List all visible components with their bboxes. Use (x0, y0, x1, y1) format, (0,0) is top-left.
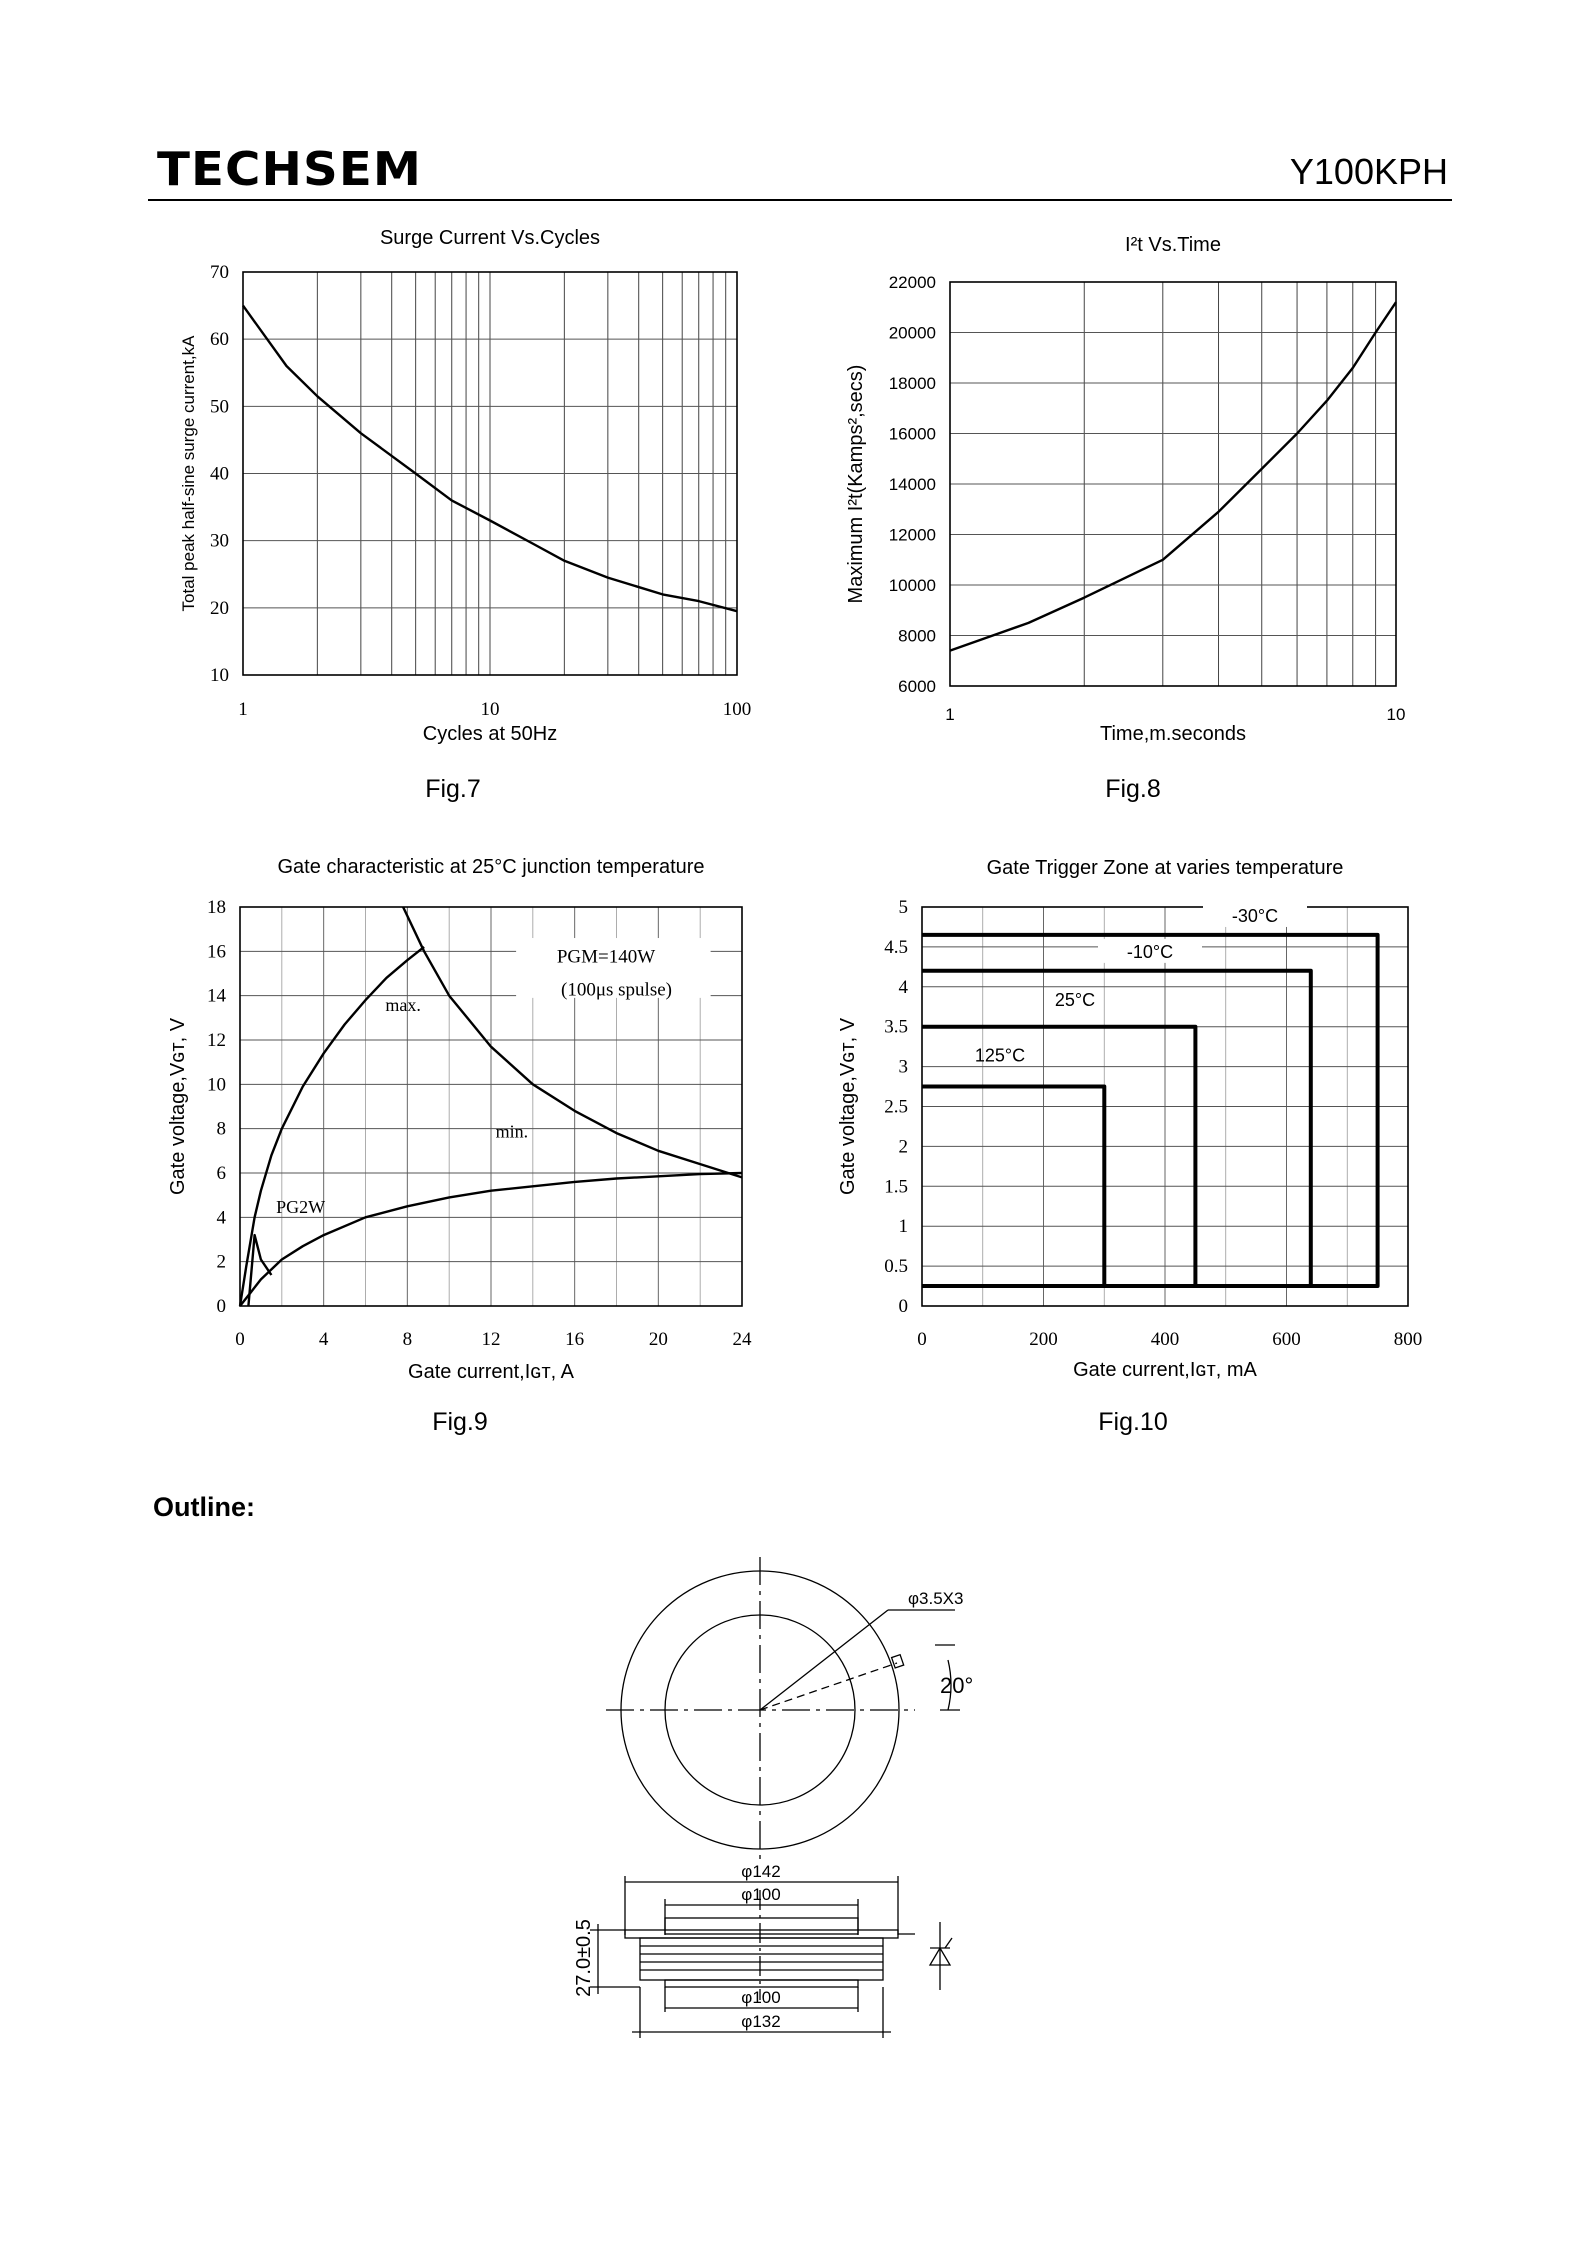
leader-line (760, 1610, 888, 1710)
fig9-xtick-label: 12 (481, 1329, 501, 1350)
fig8-ytick-label: 16000 (888, 424, 936, 444)
fig10-ytick-label: 1.5 (884, 1176, 908, 1198)
fig7-xlabel: Cycles at 50Hz (422, 723, 558, 745)
fig8-ytick-label: 22000 (888, 273, 936, 292)
fig7-ytick-label: 60 (210, 329, 229, 351)
fig9-annotation: max. (385, 995, 421, 1016)
fig9-ytick-label: 2 (216, 1251, 226, 1273)
fig9-ytick-label: 6 (216, 1163, 226, 1184)
fig8-title: I²t Vs.Time (1125, 234, 1221, 256)
fig8-ytick-label: 10000 (888, 576, 936, 595)
fig7-title: Surge Current Vs.Cycles (379, 227, 601, 249)
fig9-annotation: PG2W (276, 1196, 326, 1217)
fig8-ylabel: Maximum I²t(Kamps²,secs) (845, 364, 867, 604)
ceramic-housing (640, 1938, 883, 1980)
d100-bottom-label: φ100 (741, 1988, 781, 2007)
fig7-ytick-label: 20 (210, 597, 229, 619)
fig9-ytick-label: 12 (207, 1030, 226, 1051)
fig8-xlabel: Time,m.seconds (1100, 723, 1246, 745)
fig10-series-label: -10°C (1126, 941, 1174, 962)
angle-line (760, 1663, 897, 1710)
fig7-ylabel: Total peak half-sine surge current,kA (179, 335, 198, 612)
fig10-xlabel: Gate current,Iɢᴛ, mA (1073, 1359, 1257, 1381)
bottom-pole-face (665, 1980, 858, 1987)
fig7-xtick-label: 10 (480, 699, 500, 720)
fig9-xtick-label: 4 (318, 1329, 329, 1350)
fig10-caption: Fig.10 (1098, 1408, 1168, 1436)
fig10-series-label: -30°C (1231, 905, 1279, 926)
fig9-annotation: PGM=140W (556, 946, 656, 968)
fig8-xtick-label: 10 (1386, 705, 1406, 724)
fig7-caption: Fig.7 (425, 775, 481, 803)
fig10-xtick-label: 200 (1029, 1329, 1058, 1350)
top-pole-face (665, 1918, 858, 1934)
fig7-ytick-label: 40 (210, 463, 229, 485)
fig7-xtick-label: 100 (722, 699, 752, 720)
fig10-ytick-label: 0 (898, 1296, 908, 1317)
fig9-ytick-label: 8 (216, 1118, 226, 1140)
fig8-xtick-label: 1 (945, 705, 955, 724)
fig9-ytick-label: 18 (207, 897, 226, 918)
fig8-ytick-label: 14000 (888, 475, 936, 494)
fig10-xtick-label: 800 (1393, 1329, 1423, 1350)
d100-top-label: φ100 (741, 1885, 781, 1904)
fig8-ytick-label: 20000 (888, 323, 936, 343)
fig8-ytick-label: 6000 (898, 677, 936, 696)
fig10-series-line-2 (922, 971, 1311, 1286)
fig9-title: Gate characteristic at 25°C junction temperature (277, 856, 705, 878)
fig9-xlabel: Gate current,Iɢᴛ, A (408, 1361, 574, 1383)
fig10-title: Gate Trigger Zone at varies temperature (986, 857, 1344, 879)
fig8-ytick-label: 12000 (888, 525, 936, 545)
fig7-ytick-label: 30 (210, 530, 229, 552)
fig10-xtick-label: 400 (1150, 1329, 1180, 1350)
angle-label: 20° (940, 1673, 974, 1698)
fig9-xtick-label: 16 (565, 1329, 585, 1350)
fig8-series-line-1 (950, 302, 1396, 650)
fig10-series-line-3 (922, 1027, 1195, 1286)
fig10-ytick-label: 4 (898, 976, 908, 998)
hole-label: φ3.5X3 (908, 1589, 964, 1608)
fig9-xtick-label: 8 (402, 1329, 413, 1350)
fig10-ytick-label: 3.5 (884, 1016, 908, 1038)
fig10-series-label: 25°C (1054, 989, 1096, 1010)
fig9-ytick-label: 14 (207, 985, 226, 1007)
fig10-series-label: 125°C (974, 1045, 1026, 1066)
fig10-ytick-label: 2 (898, 1136, 908, 1158)
fig10-ylabel: Gate voltage,Vɢᴛ, V (837, 1017, 859, 1196)
fig10-xtick-label: 600 (1272, 1329, 1301, 1350)
fig9-series-line-4 (248, 1235, 271, 1306)
angle-arc (948, 1660, 951, 1710)
fig8-ytick-label: 8000 (898, 626, 936, 646)
fig8-caption: Fig.8 (1105, 775, 1161, 803)
fig9-ytick-label: 10 (207, 1074, 226, 1096)
fig10-ytick-label: 2.5 (884, 1096, 908, 1118)
fig9-ytick-label: 4 (216, 1207, 226, 1229)
fig10-ytick-label: 1 (898, 1216, 908, 1238)
hole-marker (892, 1655, 904, 1668)
fig9-xtick-label: 0 (235, 1329, 245, 1350)
d132-label: φ132 (741, 2012, 781, 2031)
fig9-ylabel: Gate voltage,Vɢᴛ, V (167, 1017, 189, 1196)
fig7-ytick-label: 10 (210, 665, 229, 686)
inner-circle (665, 1615, 855, 1805)
height-label: 27.0±0.5 (573, 1919, 595, 1997)
fig9-caption: Fig.9 (432, 1408, 488, 1436)
fig10-ytick-label: 0.5 (884, 1256, 908, 1278)
fig10-xtick-label: 0 (917, 1329, 927, 1350)
fig9-annotation: (100μs spulse) (561, 979, 672, 1001)
fig9-xtick-label: 24 (732, 1329, 752, 1350)
outline-heading: Outline: (153, 1492, 255, 1522)
fig10-ytick-label: 4.5 (884, 936, 908, 958)
part-number: Y100KPH (1289, 151, 1448, 192)
fig10-ytick-label: 5 (898, 897, 908, 918)
fig7-ytick-label: 70 (210, 262, 229, 283)
fig10-ytick-label: 3 (898, 1056, 908, 1078)
fig9-ytick-label: 16 (207, 941, 226, 963)
flange (625, 1930, 898, 1938)
brand-logo: TECHSEM (157, 142, 423, 196)
fig9-xtick-label: 20 (648, 1329, 668, 1350)
fig9-annotation: min. (495, 1121, 529, 1142)
d142-label: φ142 (741, 1862, 781, 1881)
fig8-ytick-label: 18000 (888, 374, 936, 393)
fig9-ytick-label: 0 (216, 1296, 226, 1317)
outer-circle (621, 1571, 899, 1849)
fig7-xtick-label: 1 (238, 699, 248, 720)
fig7-ytick-label: 50 (210, 396, 229, 418)
